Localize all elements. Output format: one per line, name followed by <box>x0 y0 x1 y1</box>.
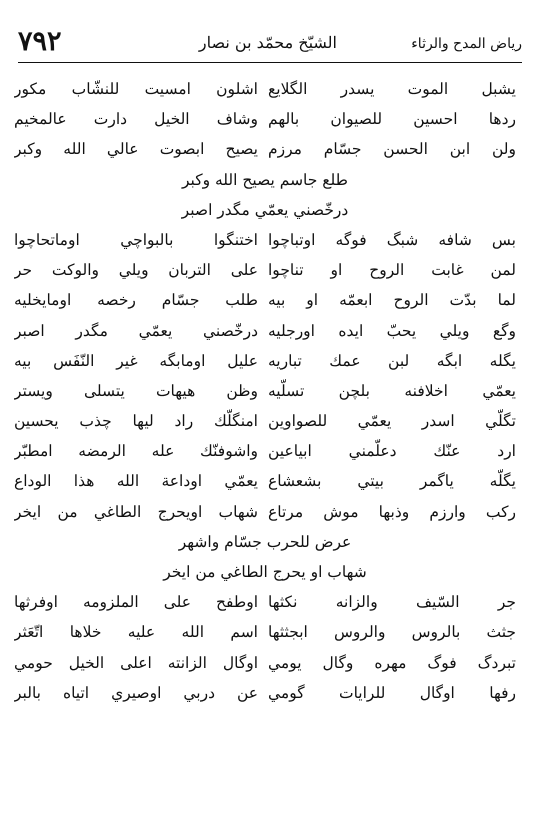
second-hemistich: عليل اومابگه غير النّفَس بيه <box>14 351 258 370</box>
header-rule <box>18 62 522 63</box>
second-hemistich: يعمّي اوداعة الله هذا الوداع <box>14 472 258 491</box>
second-hemistich: شهاب اويحرج الطاغي من ايخر <box>14 502 258 521</box>
page-number: ٧٩٢ <box>18 26 62 57</box>
verse-line <box>14 255 516 285</box>
book-title: رياض المدح والرثاء <box>411 36 522 52</box>
verse-line <box>14 225 516 255</box>
first-hemistich: رفها اوگال للرايات گومي <box>268 683 516 702</box>
first-hemistich: ارد عنّك دعلّمني ابياعين <box>268 442 516 461</box>
second-hemistich: واشوفنّك عله الرمضه امطبّر <box>14 442 258 461</box>
verse-line <box>14 466 516 496</box>
second-hemistich: يصيح ابصوت عالي الله وكبر <box>14 140 258 159</box>
first-hemistich: تبردگ فوگ مهره وگال يومي <box>268 653 516 672</box>
first-hemistich: بس شافه شبگ فوگه اوتباچوا <box>268 230 516 249</box>
verse-line <box>14 104 516 134</box>
second-hemistich: وظن هيهات يتسلى ويستر <box>14 381 258 400</box>
first-hemistich: يگله ابگه لبن عمك تباريه <box>268 351 516 370</box>
refrain-line <box>14 195 516 225</box>
first-hemistich: يشبل الموت يسدر الگلايع <box>268 80 516 98</box>
first-hemistich: لما بدّت الروح ابعمّه او بيه <box>268 291 516 310</box>
refrain-text: شهاب او يحرج الطاغي من ايخر <box>163 563 367 581</box>
verse-line <box>14 617 516 647</box>
running-header <box>18 26 522 58</box>
author-name: الشيّخ محمّد بن نصار <box>198 33 337 52</box>
verse-line <box>14 376 516 406</box>
second-hemistich: على التربان ويلي والوكت حر <box>14 261 258 280</box>
refrain-line <box>14 557 516 587</box>
verse-line <box>14 678 516 708</box>
second-hemistich: اوطفح على الملزومه اوفرثها <box>14 593 258 612</box>
first-hemistich: جر السّيف والزانه نكثها <box>268 593 516 612</box>
first-hemistich: يعمّي اخلافنه بلچن تسلّيه <box>268 381 516 400</box>
verse-line <box>14 497 516 527</box>
second-hemistich: اشلون امسيت للنشّاب مكور <box>14 80 258 98</box>
verse-line <box>14 346 516 376</box>
second-hemistich: وشاف الخيل دارت عالمخيم <box>14 110 258 129</box>
poem-body <box>14 74 516 708</box>
refrain-line <box>14 165 516 195</box>
second-hemistich: امنگلّك راد ليها چذب يحسين <box>14 412 258 431</box>
refrain-text: درخّصني يعمّي مگدر اصبر <box>181 200 349 219</box>
refrain-line <box>14 527 516 557</box>
verse-line <box>14 316 516 346</box>
verse-line <box>14 587 516 617</box>
first-hemistich: جثث بالروس والروس ابجثثها <box>268 623 516 642</box>
verse-line <box>14 648 516 678</box>
second-hemistich: اسم الله عليه خلاها اتّعَثر <box>14 623 258 642</box>
first-hemistich: ولن ابن الحسن جسّام مرزم <box>268 140 516 159</box>
second-hemistich: اختنگوا بالبواچي اوماتحاچوا <box>14 230 258 249</box>
first-hemistich: ركب وارزم وذبها موش مرتاع <box>268 502 516 521</box>
verse-line <box>14 285 516 315</box>
verse-line <box>14 74 516 104</box>
refrain-text: طلع جاسم يصيح الله وكبر <box>181 170 349 189</box>
first-hemistich: ردها احسين للصيوان بالهم <box>268 110 516 129</box>
second-hemistich: درخّصني يعمّي مگدر اصبر <box>14 321 258 340</box>
second-hemistich: عن دربي اوصيري اتياه بالبر <box>14 683 258 702</box>
verse-line <box>14 134 516 164</box>
first-hemistich: تگلّي اسدر يعمّي للصواوين <box>268 412 516 431</box>
verse-line <box>14 436 516 466</box>
first-hemistich: لمن غابت الروح او تناچوا <box>268 261 516 280</box>
refrain-text: عرض للحرب جسّام واشهر <box>178 532 352 551</box>
first-hemistich: وگع ويلي يحبّ ايده اورجليه <box>268 321 516 340</box>
second-hemistich: اوگال الزانته اعلى الخيل حومي <box>14 653 258 672</box>
second-hemistich: طلب جسّام رخصه اومايخليه <box>14 291 258 310</box>
verse-line <box>14 406 516 436</box>
first-hemistich: يگلّه ياگمر بيتي بشعشاع <box>268 472 516 491</box>
